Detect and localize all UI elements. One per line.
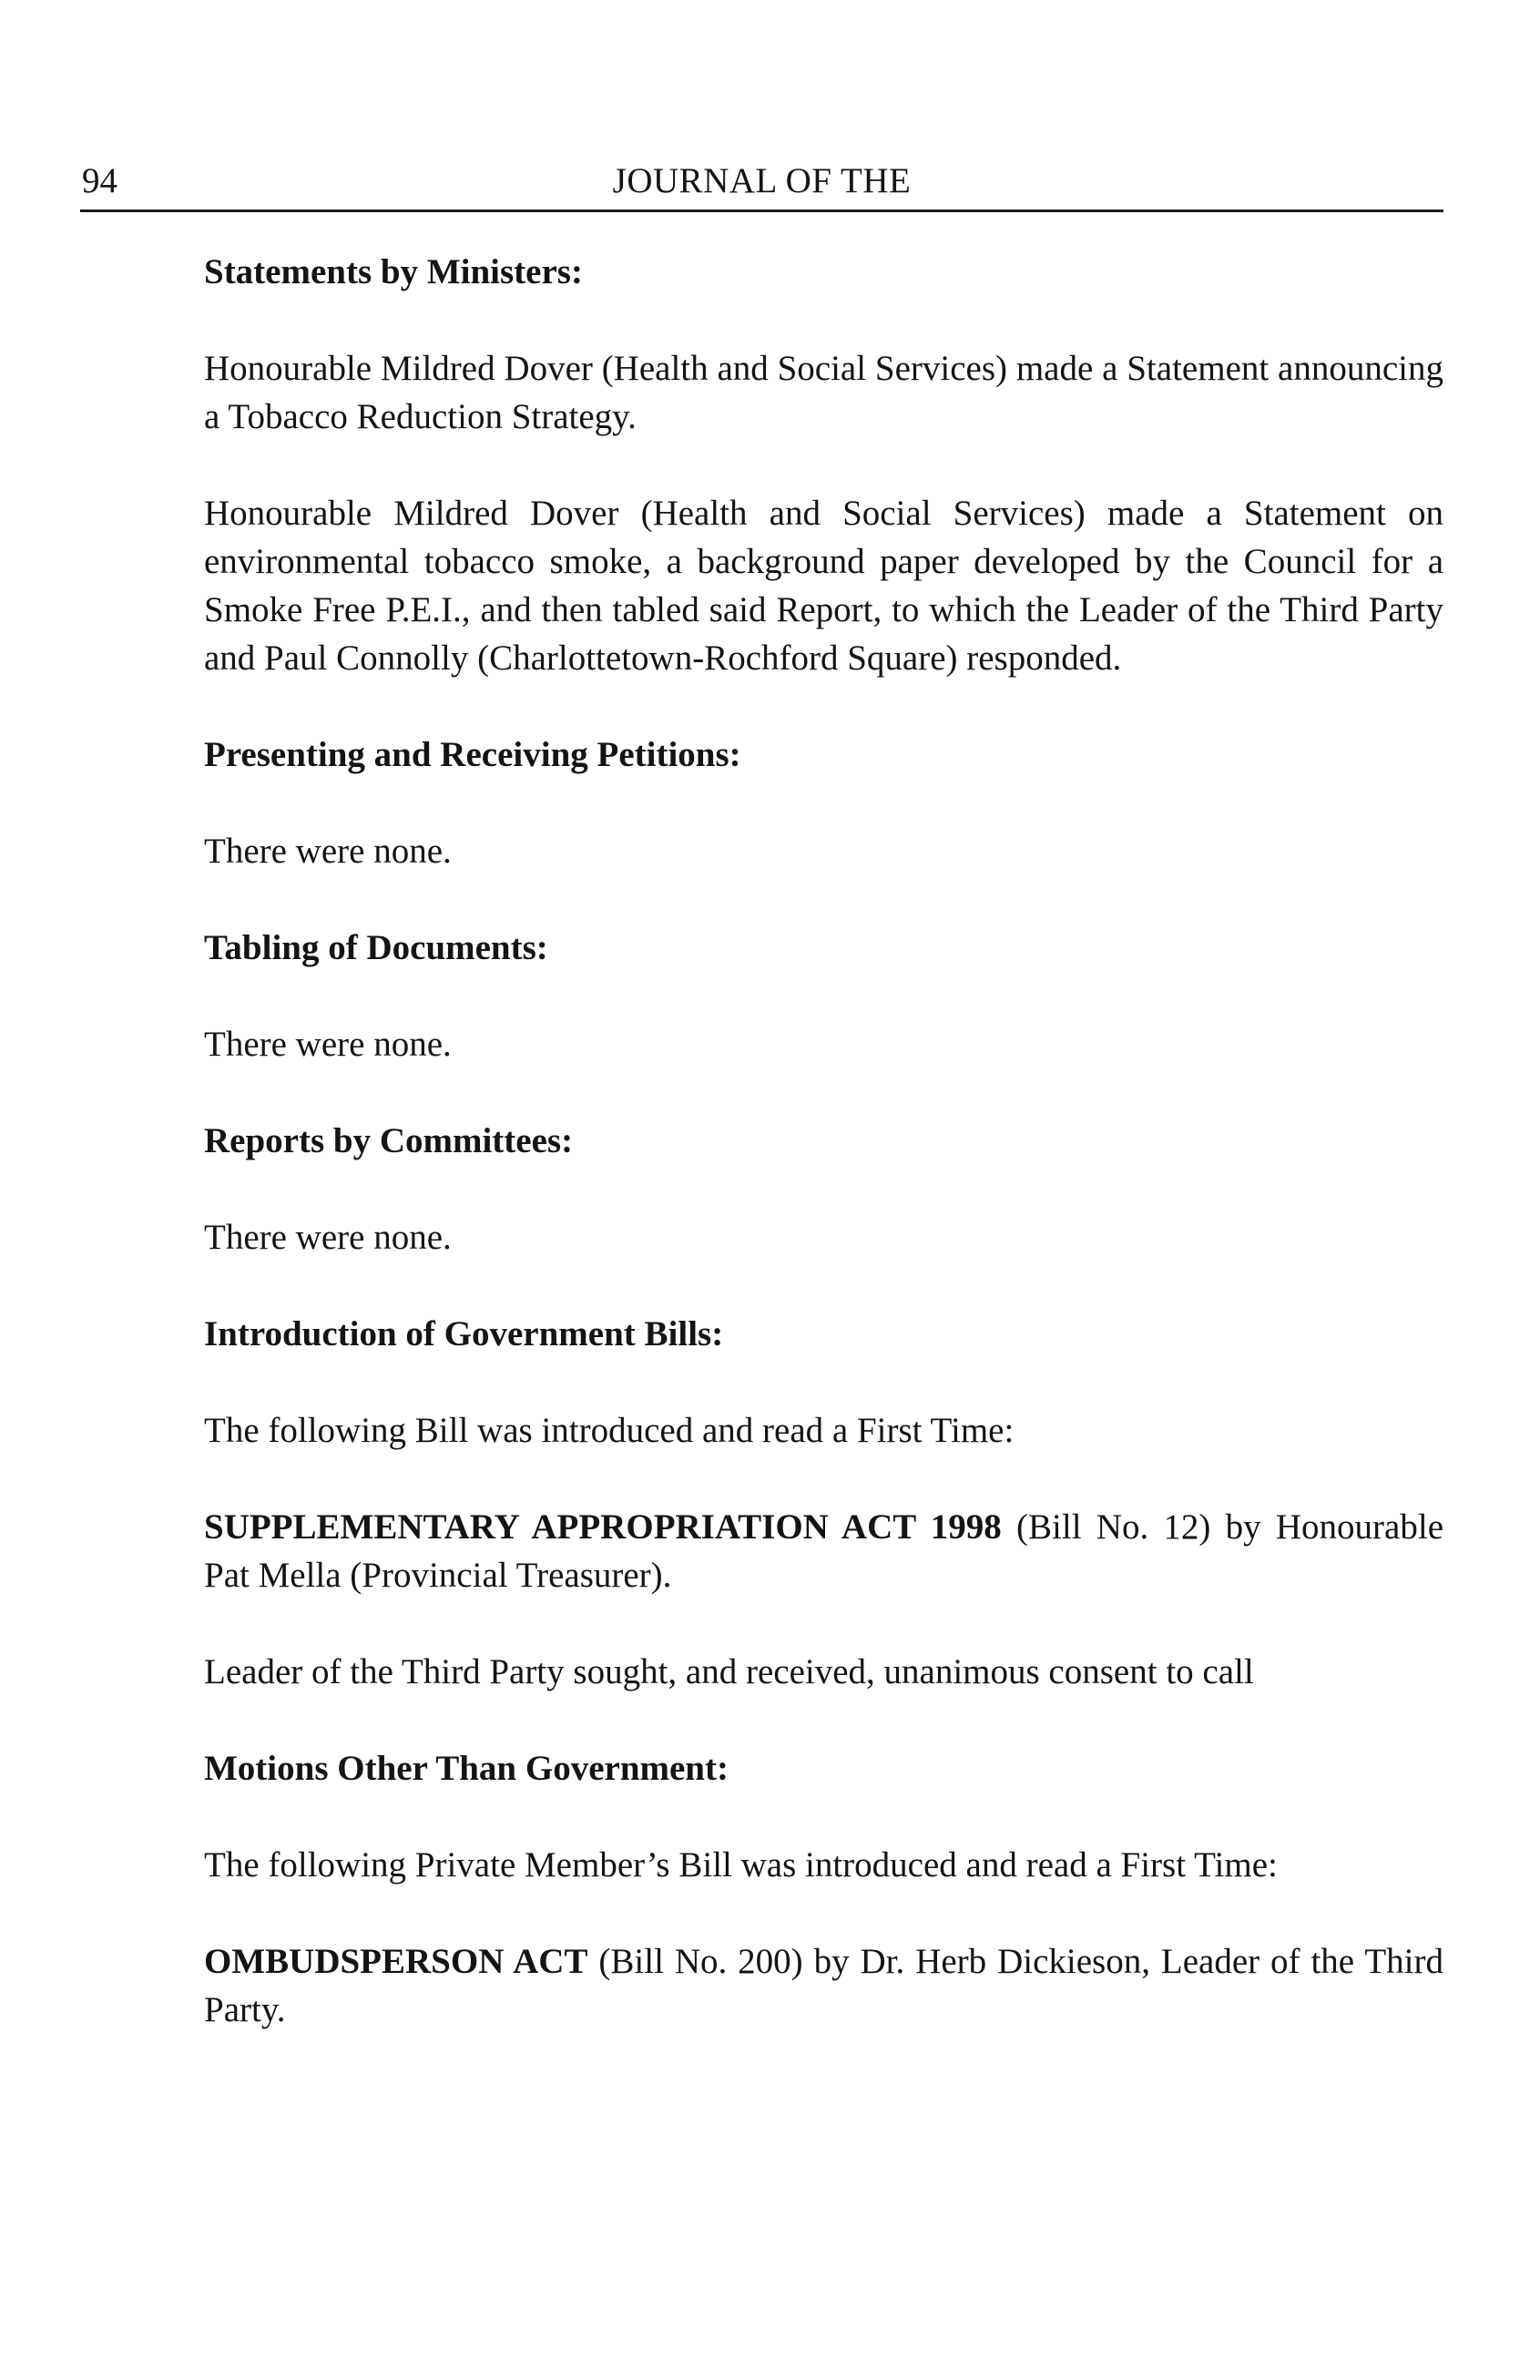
government-bill-title: SUPPLEMENTARY APPROPRIATION ACT 1998 (204, 1507, 1002, 1547)
heading-reports-by-committees: Reports by Committees: (204, 1121, 574, 1160)
heading-petitions: Presenting and Receiving Petitions: (204, 735, 741, 774)
unanimous-consent-text: Leader of the Third Party sought, and received, unanimous consent to call (204, 1652, 1254, 1691)
private-bill-intro: The following Private Member’s Bill was introduced and read a First Time: (204, 1845, 1278, 1885)
statement-tobacco-strategy: Honourable Mildred Dover (Health and Social Services) made a Statement announcing a Tobacco Reduction Strategy. (204, 349, 1443, 436)
journal-body (204, 248, 1443, 2082)
government-bill-intro: The following Bill was introduced and read a First Time: (204, 1411, 1015, 1450)
page-number: 94 (82, 161, 117, 200)
journal-title: JOURNAL OF THE (612, 161, 912, 200)
committees-text: There were none. (204, 1218, 452, 1257)
private-bill-details: (Bill No. 200) by Dr. Herb Dickieson, Leader of the Third Party. (204, 1942, 1443, 2029)
heading-tabling-of-documents: Tabling of Documents: (204, 928, 548, 967)
heading-motions-other-than-government: Motions Other Than Government: (204, 1749, 729, 1788)
petitions-text: There were none. (204, 832, 452, 871)
government-bill-details: (Bill No. 12) by Honourable Pat Mella (Provincial Treasurer). (204, 1507, 1444, 1595)
heading-statements-by-ministers: Statements by Ministers: (204, 252, 583, 291)
government-bill-entry (204, 1503, 1443, 1599)
private-bill-entry (204, 1937, 1443, 2034)
heading-government-bills: Introduction of Government Bills: (204, 1314, 724, 1353)
running-head (80, 157, 1443, 212)
private-bill-title: OMBUDSPERSON ACT (204, 1942, 588, 1981)
documents-text: There were none. (204, 1025, 452, 1064)
statement-environmental-smoke: Honourable Mildred Dover (Health and Social Services) made a Statement on environmental tobacco smoke, a background paper developed by the Council for a Smoke Free P.E.I., and then tabled said Report, to which the Leader of the Third Party and Paul Connolly (Charlottetown-Rochford Square) responded. (204, 494, 1443, 678)
